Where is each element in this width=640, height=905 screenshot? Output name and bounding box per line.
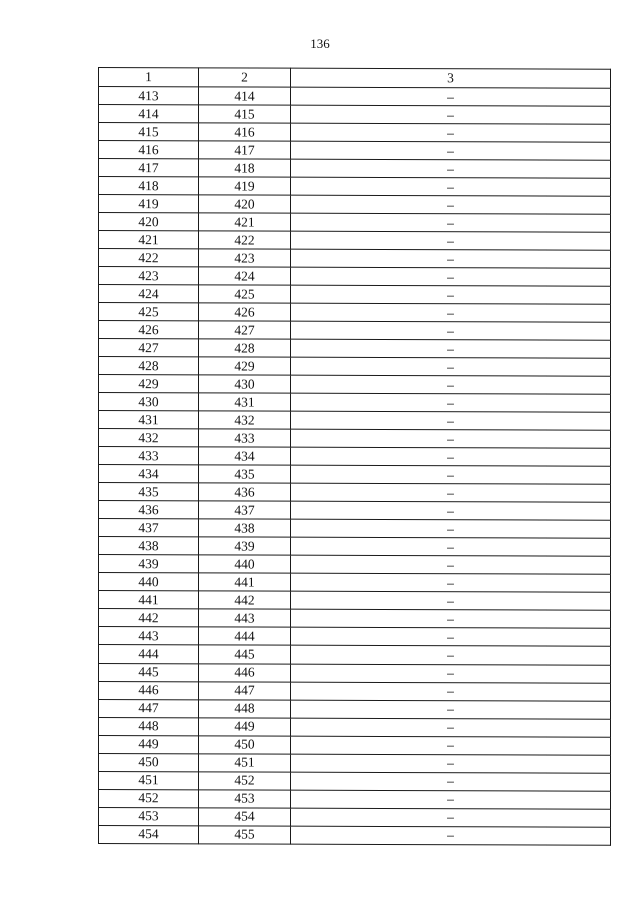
table-cell-col1: 440 [99,573,199,591]
table-cell-col2: 440 [199,555,291,573]
table-cell-col3: – [291,339,611,358]
table-cell-col1: 431 [99,411,199,429]
table-cell-col3: – [291,538,611,557]
table-row [99,339,611,359]
table-cell-col2: 418 [199,159,291,177]
table-cell-col1: 433 [99,447,199,465]
table-cell-col1: 445 [99,663,199,681]
table-cell-col2: 414 [199,87,291,105]
table-row [99,231,611,251]
table-cell-col3: – [291,249,611,268]
table-cell-col2: 428 [199,339,291,357]
table-cell-col3: – [291,105,611,124]
table-row [99,447,611,467]
table-cell-col1: 432 [99,429,199,447]
table-cell-col2: 442 [199,591,291,609]
table-cell-col3: – [291,141,611,160]
table-cell-col1: 437 [99,519,199,537]
table-cell-col2: 441 [199,573,291,591]
table-cell-col2: 423 [199,249,291,267]
table-cell-col2: 437 [199,501,291,519]
table-cell-col3: – [291,411,611,430]
table-cell-col2: 451 [199,753,291,771]
table-cell-col1: 416 [99,141,199,159]
table-cell-col3: – [291,808,611,827]
table-cell-col2: 416 [199,123,291,141]
table-cell-col3: – [291,592,611,611]
table-cell-col3: – [291,123,611,142]
table-cell-col2: 419 [199,177,291,195]
table-cell-col1: 448 [99,717,199,735]
table-cell-col1: 438 [99,537,199,555]
table-cell-col1: 430 [99,393,199,411]
table-cell-col1: 434 [99,465,199,483]
table-cell-col1: 421 [99,231,199,249]
table-cell-col3: – [291,213,611,232]
table-row [99,519,611,539]
table-row [99,591,611,611]
data-table [98,67,611,846]
table-cell-col3: – [291,682,611,701]
column-header-3: 3 [291,68,611,88]
table-cell-col1: 441 [99,591,199,609]
table-cell-col3: – [291,772,611,791]
table-cell-col2: 438 [199,519,291,537]
table-row [99,501,611,521]
table-cell-col1: 413 [99,87,199,105]
table-row [99,123,611,143]
table-cell-col1: 426 [99,321,199,339]
table-cell-col3: – [291,303,611,322]
table-row [99,573,611,593]
table-cell-col1: 446 [99,681,199,699]
table-row [99,393,611,413]
table-cell-col3: – [291,826,611,845]
table-cell-col1: 449 [99,735,199,753]
column-header-2: 2 [199,68,291,87]
table-row [99,717,611,737]
table-cell-col3: – [291,610,611,629]
table-row [99,429,611,449]
table-row [99,681,611,701]
table-cell-col1: 453 [99,807,199,825]
table-cell-col2: 453 [199,789,291,807]
table-cell-col1: 417 [99,159,199,177]
table-row [99,753,611,773]
table-cell-col1: 422 [99,249,199,267]
table-row [99,87,611,107]
table-cell-col2: 454 [199,807,291,825]
table-row [99,699,611,719]
table-row [99,537,611,557]
table-cell-col1: 447 [99,699,199,717]
table-cell-col2: 433 [199,429,291,447]
table-cell-col2: 422 [199,231,291,249]
table-cell-col2: 446 [199,663,291,681]
table-row [99,555,611,575]
table-row [99,321,611,341]
table-cell-col1: 435 [99,483,199,501]
table-cell-col3: – [291,429,611,448]
table-cell-col1: 442 [99,609,199,627]
table-cell-col1: 444 [99,645,199,663]
table-cell-col3: – [291,736,611,755]
page-number: 136 [310,36,330,51]
table-cell-col1: 452 [99,789,199,807]
table-row [99,735,611,755]
table-cell-col1: 425 [99,303,199,321]
table-cell-col2: 432 [199,411,291,429]
table-cell-col1: 423 [99,267,199,285]
table-cell-col1: 415 [99,123,199,141]
table-cell-col3: – [291,700,611,719]
table-cell-col2: 430 [199,375,291,393]
table-row [99,141,611,161]
table-cell-col2: 431 [199,393,291,411]
table-cell-col2: 452 [199,771,291,789]
table-body [99,87,611,846]
table-cell-col3: – [291,628,611,647]
table-cell-col3: – [291,790,611,809]
table-cell-col1: 429 [99,375,199,393]
table-cell-col1: 418 [99,177,199,195]
table-row [99,105,611,125]
table-cell-col3: – [291,484,611,503]
table-cell-col1: 454 [99,825,199,844]
table-cell-col1: 439 [99,555,199,573]
table-cell-col3: – [291,718,611,737]
table-row [99,483,611,503]
table-cell-col2: 450 [199,735,291,753]
table-cell-col2: 427 [199,321,291,339]
table-cell-col2: 420 [199,195,291,213]
table-cell-col1: 419 [99,195,199,213]
table-row [99,159,611,179]
table-cell-col2: 429 [199,357,291,375]
table-row [99,195,611,215]
table-cell-col2: 443 [199,609,291,627]
table-cell-col1: 414 [99,105,199,123]
table-cell-col3: – [291,87,611,106]
table-row [99,411,611,431]
table-header-row [99,68,611,89]
table-cell-col3: – [291,664,611,683]
table-row [99,249,611,269]
table-row [99,663,611,683]
table-cell-col2: 435 [199,465,291,483]
table-cell-col1: 424 [99,285,199,303]
table-cell-col2: 436 [199,483,291,501]
table-row [99,609,611,629]
table-row [99,267,611,287]
table-cell-col2: 424 [199,267,291,285]
table-row [99,825,611,845]
table-row [99,807,611,827]
table-row [99,627,611,647]
table-cell-col3: – [291,321,611,340]
table-row [99,789,611,809]
table-cell-col3: – [291,393,611,412]
table-cell-col2: 425 [199,285,291,303]
data-table-container [98,67,610,846]
table-row [99,303,611,323]
table-row [99,465,611,485]
table-cell-col3: – [291,267,611,286]
table-cell-col3: – [291,447,611,466]
table-cell-col2: 447 [199,681,291,699]
table-cell-col2: 415 [199,105,291,123]
column-header-1: 1 [99,68,199,87]
table-cell-col1: 436 [99,501,199,519]
table-row [99,213,611,233]
table-cell-col1: 420 [99,213,199,231]
table-row [99,357,611,377]
table-cell-col2: 434 [199,447,291,465]
table-cell-col3: – [291,502,611,521]
table-cell-col2: 417 [199,141,291,159]
table-cell-col3: – [291,195,611,214]
table-row [99,771,611,791]
table-cell-col2: 439 [199,537,291,555]
table-cell-col2: 455 [199,825,291,844]
table-cell-col3: – [291,285,611,304]
table-cell-col2: 448 [199,699,291,717]
table-cell-col2: 449 [199,717,291,735]
table-cell-col3: – [291,520,611,539]
table-cell-col3: – [291,646,611,665]
table-cell-col3: – [291,466,611,485]
table-cell-col3: – [291,574,611,593]
table-cell-col2: 445 [199,645,291,663]
table-cell-col3: – [291,231,611,250]
table-cell-col3: – [291,754,611,773]
table-row [99,285,611,305]
table-cell-col3: – [291,375,611,394]
table-cell-col2: 444 [199,627,291,645]
table-cell-col1: 443 [99,627,199,645]
table-row [99,177,611,197]
table-cell-col3: – [291,177,611,196]
table-cell-col1: 428 [99,357,199,375]
table-row [99,645,611,665]
table-row [99,375,611,395]
table-cell-col3: – [291,159,611,178]
table-cell-col1: 427 [99,339,199,357]
table-cell-col3: – [291,357,611,376]
table-cell-col1: 451 [99,771,199,789]
table-cell-col2: 421 [199,213,291,231]
table-cell-col3: – [291,556,611,575]
table-cell-col1: 450 [99,753,199,771]
table-cell-col2: 426 [199,303,291,321]
